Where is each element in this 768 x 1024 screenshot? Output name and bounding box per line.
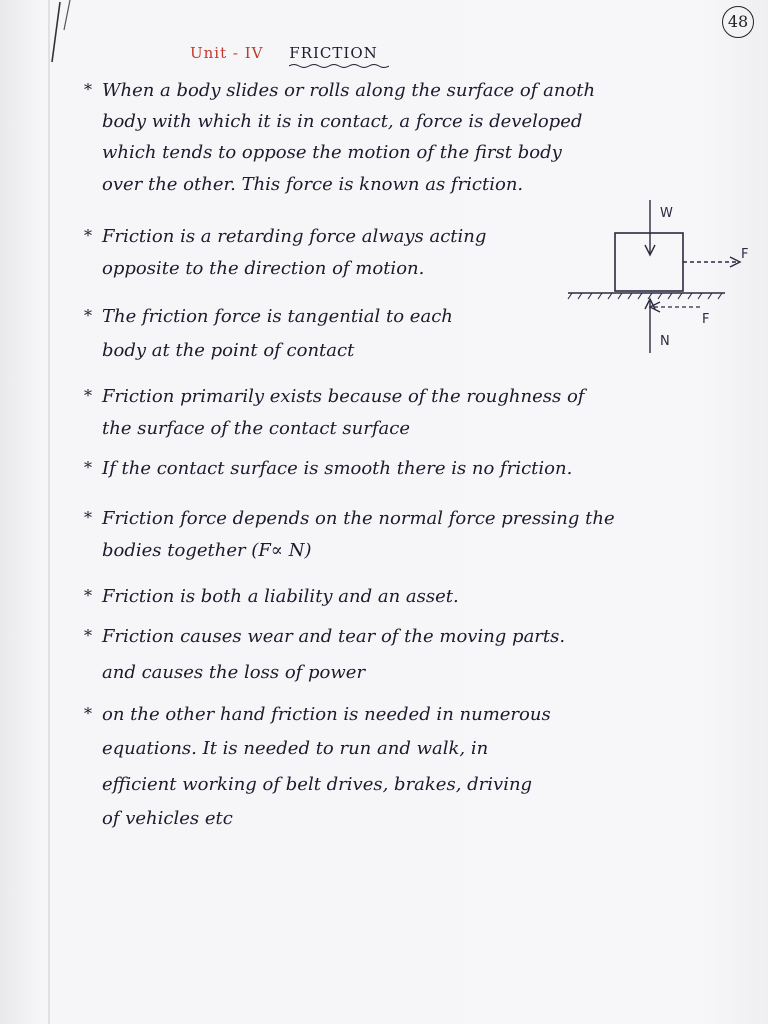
- bullet-star: *: [84, 226, 92, 245]
- normal-label: N: [660, 334, 670, 349]
- note-line: If the contact surface is smooth there is no friction.: [102, 458, 573, 479]
- page-title: [289, 44, 377, 62]
- note-line: of vehicles etc: [102, 808, 233, 829]
- note-line: on the other hand friction is needed in numerous: [102, 704, 551, 725]
- bullet-star: *: [84, 626, 92, 645]
- note-line: the surface of the contact surface: [102, 418, 410, 439]
- note-line: Friction causes wear and tear of the moving parts.: [102, 626, 566, 647]
- title-underline: [289, 63, 389, 69]
- margin-scratch-marks: [42, 0, 102, 70]
- bullet-star: *: [84, 458, 92, 477]
- bullet-star: *: [84, 586, 92, 605]
- note-line: opposite to the direction of motion.: [102, 258, 425, 279]
- friction-diagram: [560, 195, 760, 360]
- block: [615, 233, 683, 291]
- unit-label: Unit - IV: [190, 44, 264, 62]
- bullet-star: *: [84, 306, 92, 325]
- note-line: Friction force depends on the normal force pressing the: [102, 508, 615, 529]
- weight-label: W: [660, 206, 673, 221]
- bullet-star: *: [84, 704, 92, 723]
- margin-line: [48, 0, 50, 1024]
- note-line: and causes the loss of power: [102, 662, 366, 683]
- note-line: Friction is both a liability and an asset.: [102, 586, 459, 607]
- note-line: body at the point of contact: [102, 340, 355, 361]
- note-line: bodies together (F∝ N): [102, 540, 312, 561]
- applied-force-label: F: [741, 247, 749, 262]
- note-line: When a body slides or rolls along the surface of anoth: [102, 80, 596, 101]
- bullet-star: *: [84, 386, 92, 405]
- page-number: 48: [722, 6, 754, 38]
- note-line: The friction force is tangential to each: [102, 306, 453, 327]
- friction-label: F: [702, 312, 710, 327]
- note-line: over the other. This force is known as friction.: [102, 174, 524, 195]
- bullet-star: *: [84, 508, 92, 527]
- note-line: which tends to oppose the motion of the first body: [102, 142, 562, 163]
- page-heading: [190, 44, 378, 62]
- note-line: Friction primarily exists because of the roughness of: [102, 386, 585, 407]
- title-text: FRICTION: [289, 44, 378, 62]
- note-line: equations. It is needed to run and walk, in: [102, 738, 489, 759]
- note-line: Friction is a retarding force always acting: [102, 226, 487, 247]
- note-line: body with which it is in contact, a force is developed: [102, 111, 583, 132]
- ground-hatching: [568, 293, 722, 299]
- bullet-star: *: [84, 80, 92, 99]
- note-line: efficient working of belt drives, brakes, driving: [102, 774, 533, 795]
